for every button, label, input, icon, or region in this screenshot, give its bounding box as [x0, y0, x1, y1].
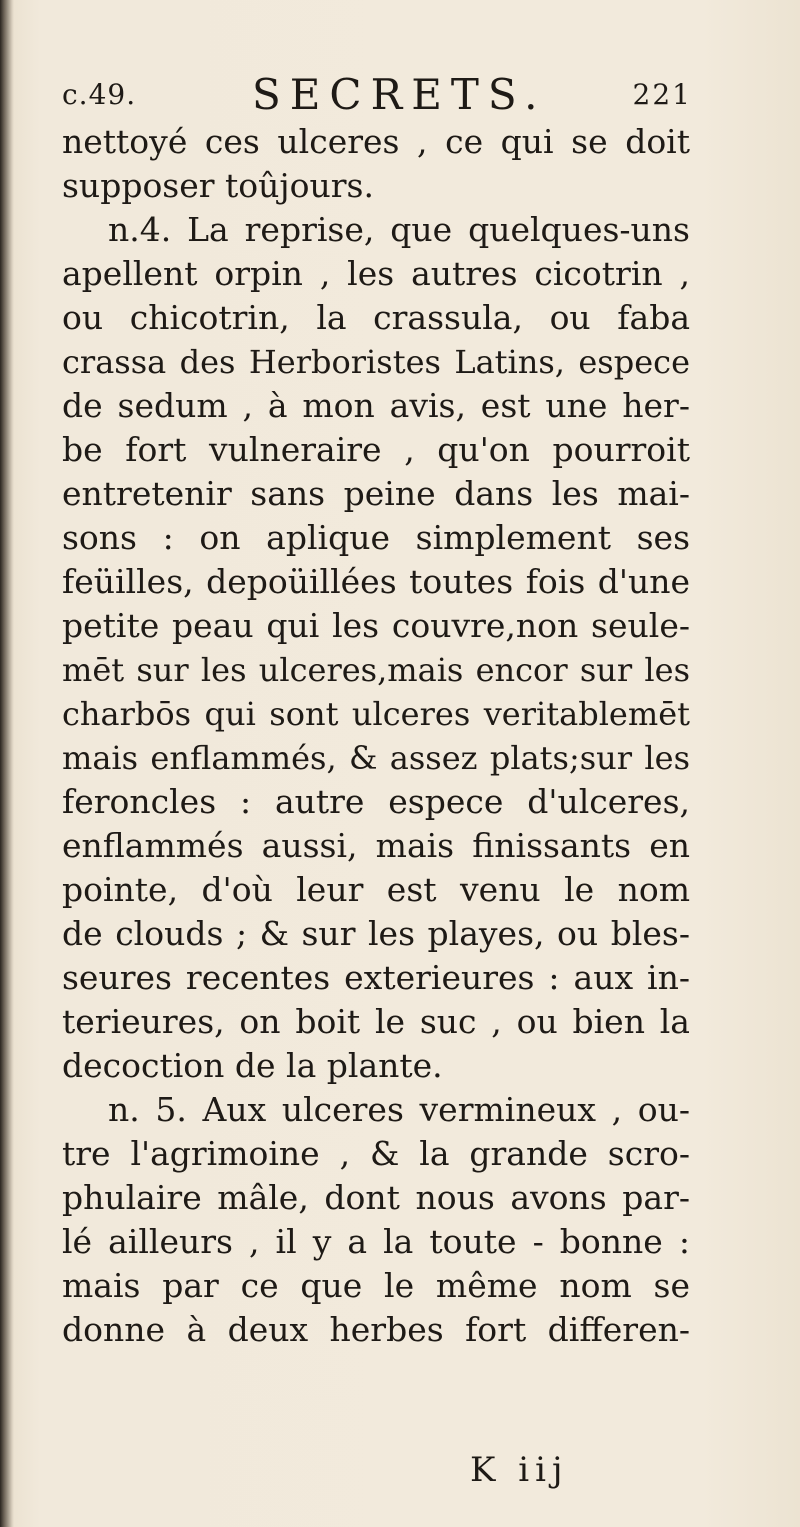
text-line: phulaire mâle, dont nous avons par- [62, 1178, 690, 1217]
body-text [62, 120, 690, 1352]
text-line: entretenir sans peine dans les mai- [62, 474, 690, 513]
text-line: supposer toûjours. [62, 166, 374, 205]
signature-mark: K iij [470, 1450, 569, 1490]
text-line: mais enflammés, & assez plats;sur les [62, 739, 690, 777]
text-line: ou chicotrin, la crassula, ou faba [62, 298, 690, 337]
text-line: pointe, d'où leur est venu le nom [62, 870, 690, 909]
text-line: tre l'agrimoine , & la grande scro- [62, 1134, 690, 1173]
text-line: mais par ce que le même nom se [62, 1266, 690, 1305]
text-line: apellent orpin , les autres cicotrin , [62, 254, 690, 293]
text-line: petite peau qui les couvre,non seule- [62, 606, 690, 645]
binding-edge [0, 0, 14, 1527]
text-line: feüilles, depoüillées toutes fois d'une [62, 562, 690, 601]
chapter-folio: c.49. [62, 78, 137, 111]
text-line: enflammés aussi, mais finissants en [62, 826, 690, 865]
page-header [62, 70, 692, 122]
text-line: decoction de la plante. [62, 1046, 443, 1085]
text-line: sons : on aplique simplement ses [62, 518, 690, 557]
text-line: n. 5. Aux ulceres vermineux , ou- [108, 1090, 690, 1129]
running-title: SECRETS. [252, 70, 547, 119]
text-line: donne à deux herbes fort differen- [62, 1310, 690, 1349]
page-number: 221 [632, 78, 692, 111]
text-line: charbōs qui sont ulceres veritablemēt [62, 695, 690, 733]
text-line: feroncles : autre espece d'ulceres, [62, 782, 690, 821]
text-line: be fort vulneraire , qu'on pourroit [62, 430, 690, 469]
text-line: mēt sur les ulceres,mais encor sur les [62, 651, 690, 689]
text-line: n.4. La reprise, que quelques-uns [108, 210, 690, 249]
text-line: de clouds ; & sur les playes, ou bles- [62, 914, 690, 953]
text-line: terieures, on boit le suc , ou bien la [62, 1002, 690, 1041]
text-line: seures recentes exterieures : aux in- [62, 958, 690, 997]
text-line: nettoyé ces ulceres , ce qui se doit [62, 122, 690, 161]
text-line: lé ailleurs , il y a la toute - bonne : [62, 1222, 690, 1261]
text-line: crassa des Herboristes Latins, espece [62, 343, 690, 381]
text-line: de sedum , à mon avis, est une her- [62, 386, 690, 425]
